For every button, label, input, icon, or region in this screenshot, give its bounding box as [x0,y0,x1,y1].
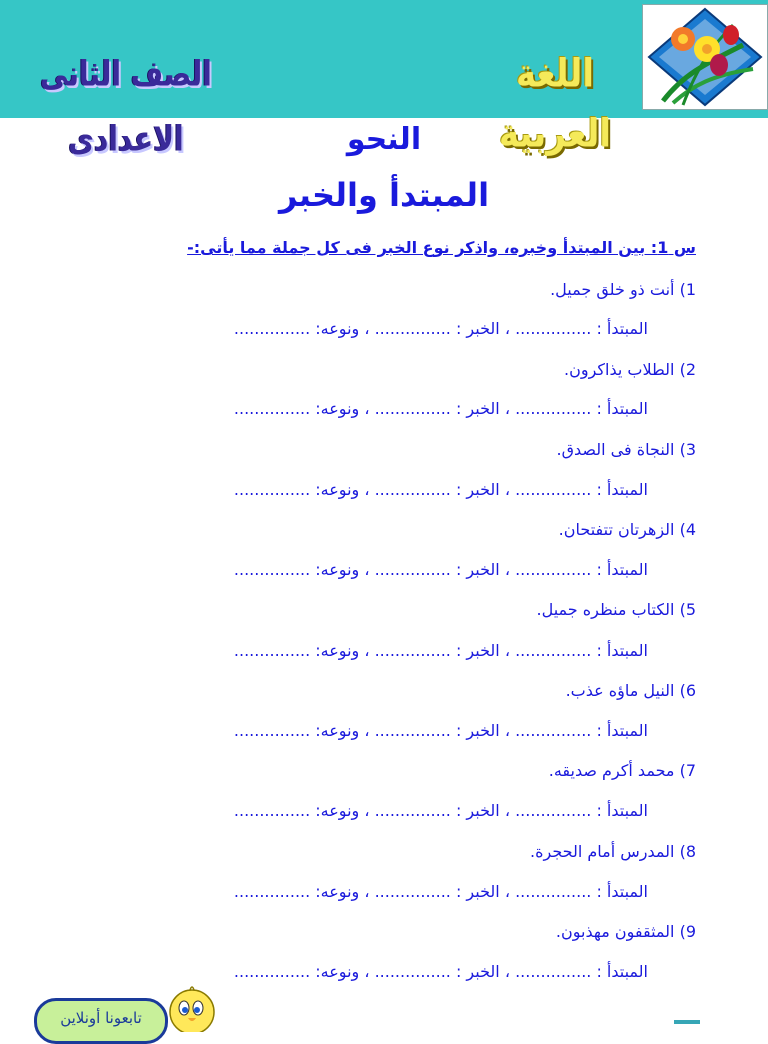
list-item: 9) المثقفون مهذبون. [555,922,696,941]
corner-mark [674,1020,700,1024]
subject-title: اللغة العربية [498,51,612,157]
question-heading: س 1: بين المبتدأ وخبره، واذكر نوع الخبر فى كل جملة مما يأتى:- [187,238,696,257]
section-title: النحو [346,122,422,157]
grade-title: الصف الثانى الاعدادى [40,52,212,159]
lesson-title: المبتدأ والخبر [278,176,490,214]
list-item: 5) الكتاب منظره جميل. [536,600,696,619]
flower-logo-icon [643,5,767,109]
answer-line: المبتدأ : ............... ، الخبر : ............... ، ونوعه: ............... [233,319,648,338]
flower-logo [642,4,768,110]
answer-line: المبتدأ : ............... ، الخبر : ............... ، ونوعه: ............... [233,399,648,418]
list-item: 3) النجاة فى الصدق. [556,440,696,459]
answer-line: المبتدأ : ............... ، الخبر : ............... ، ونوعه: ............... [233,480,648,499]
answer-line: المبتدأ : ............... ، الخبر : ............... ، ونوعه: ............... [233,801,648,820]
answer-line: المبتدأ : ............... ، الخبر : ............... ، ونوعه: ............... [233,962,648,981]
answer-line: المبتدأ : ............... ، الخبر : ............... ، ونوعه: ............... [233,560,648,579]
list-item: 4) الزهرتان تتفتحان. [558,520,696,539]
list-item: 8) المدرس أمام الحجرة. [530,842,696,861]
list-item: 6) النيل ماؤه عذب. [565,681,696,700]
answer-line: المبتدأ : ............... ، الخبر : ............... ، ونوعه: ............... [233,641,648,660]
list-item: 2) الطلاب يذاكرون. [564,360,696,379]
answer-line: المبتدأ : ............... ، الخبر : ............... ، ونوعه: ............... [233,721,648,740]
answer-line: المبتدأ : ............... ، الخبر : ............... ، ونوعه: ............... [233,882,648,901]
tweety-bird-icon [162,982,222,1032]
list-item: 1) أنت ذو خلق جميل. [550,280,696,299]
list-item: 7) محمد أكرم صديقه. [548,761,696,780]
follow-online-button[interactable]: تابعونا أونلاين [34,998,168,1044]
